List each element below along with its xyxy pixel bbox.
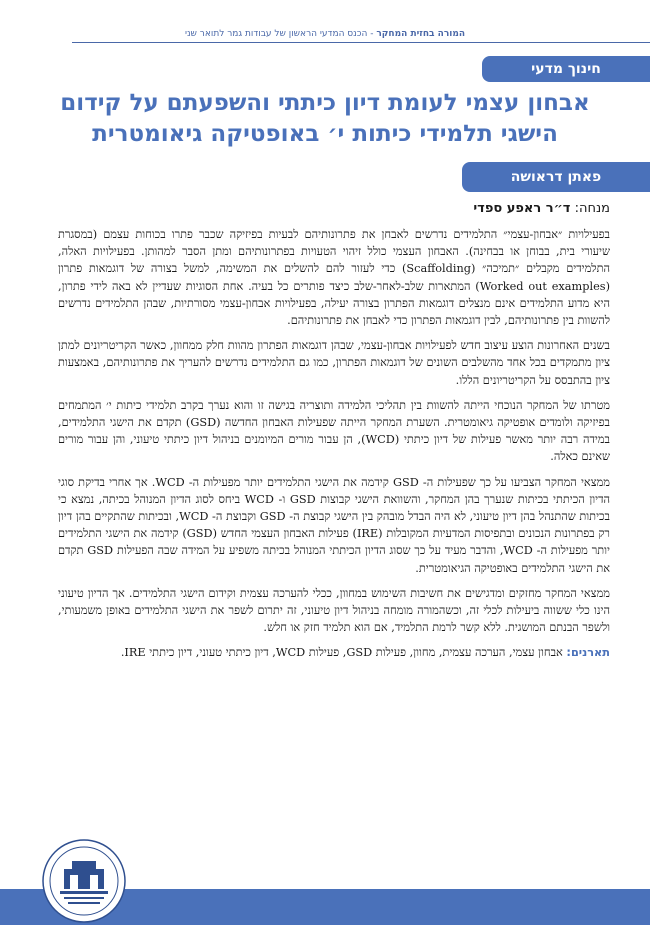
author-tab: פאתן דראושה — [462, 162, 650, 192]
advisor-name: ד״ר ראפע ספדי — [473, 201, 571, 216]
paragraph-5: ממצאי המחקר מחזקים ומדגישים את חשיבות השימוש במחוון, ככלי להערכה עצמית וקידום הישגי התלמידים. אך הדיון טיעוני הינו כלי ששווה ביעילות לכלי זה, וכשהמורה מומחה בניהול דיון טיעוני, זה יתרום לשפר את הישגי התלמידים באופן משמעותי, ולשפר הבנתם המושגית. ללא קשר לרמת התלמיד, אם הוא תלמיד חזק או חלש. — [58, 586, 610, 635]
keywords-label: תארנים: — [566, 646, 610, 660]
category-tab: חינוך מדעי — [482, 56, 650, 82]
title-line-1: אבחון עצמי לעומת דיון כיתתי והשפעתם על קידום — [60, 90, 590, 116]
header-rule — [72, 42, 650, 43]
paragraph-4: ממצאי המחקר הצביעו על כך שפעילות ה- GSD קידמה את הישגי התלמידים יותר מפעילות ה- WCD. אך אחרי בדיקת סוגי הדיון הכיתתי בכיתות שנערך בהן המחקר, והשוואת הישגי קבוצות GSD ו- WCD ביחס לסוג הדיון המנוהל בכיתה, נמצא כי בכיתות שהתנהל בהן דיון טיעוני, לא היה הבדל מובהק בין הישגי קבוצת ה- GSD וקבוצת ה- WCD, ובכיתות שהתקיים בהן דיון רק בפתרונות הנכונים ובתפיסות המדעיות המקובלות (IRE) פעילות האבחון העצמי החדש (GSD) קידמה את הישגי התלמידים יותר מפעילות ה- WCD, והדבר מעיד על כך שסוג הדיון הכיתתי המנוהל בכיתה משפיע על המידה שבה הפעילות GSD תקדם את הישגי התלמידים באופטיקה הגיאומטרית. — [58, 475, 611, 575]
conference-name: הכנס המדעי הראשון של עבודות גמר לתואר שני — [184, 29, 368, 39]
keywords — [58, 644, 610, 661]
advisor-label: מנחה: — [574, 201, 610, 216]
paragraph-1: בפעילויות ״אבחון-עצמי״ התלמידים נדרשים לאבחן את פתרונותיהם לבעיות בפיזיקה שכבר פתרו בכוחות עצמם (במסגרת שיעורי בית, בבוחן או בבחינה). האבחון העצמי כולל זיהוי הטעויות בפתרונותיהם ומתן הסבר למהותן. בפעילויות האלה, התלמידים מקבלים ״תמיכה״ (Scaffolding) כדי לעזור להם להשלים את המשימה, למשל בצורה של דוגמאות פתרון (Worked out examples) המתארות שלב-לאחר-שלב כיצד פותרים כל בעיה. אחת הסוגיות שעדיין לא באה לידי פתרון, היא מדוע התלמידים אינם מנצלים דוגמאות הפתרון בצורה יעילה, בפעילויות אבחון-עצמי מסורתיות, שבהן התלמידים נדרשים להשוות בין פתרונותיהם, לבין דוגמאות הפתרון כדי לאבחן את פתרונותיהם. — [58, 228, 610, 328]
header-separator: - — [370, 29, 374, 39]
advisor-line — [58, 201, 610, 216]
paragraph-2: בשנים האחרונות הוצע עיצוב חדש לפעילויות אבחון-עצמי, שבהן דוגמאות הפתרון מהוות חלק ממחוון, כאשר הקריטריונים למתן ציון מתמקדים בכל אחד מהשלבים השונים של דוגמאות הפתרון, כמו גם התלמידים נדרשים להעריך את פתרונותיהם, באמצעות ציון בהתבסס על הקריטריונים הללו. — [58, 339, 610, 387]
abstract-body — [58, 226, 610, 670]
paragraph-3: מטרתו של המחקר הנוכחי הייתה להשוות בין תהליכי הלמידה ותוצריה בגישה זו והוא נערך בקרב תלמידי כיתות י׳ המתמחים בפיזיקה ולומדים אופטיקה גיאומטרית. השערת המחקר הייתה שפעילות האבחון החדשה (GSD) תקדם את הישגי התלמידים, במידה רבה יותר מאשר פעילות של דיון כיתתי (WCD), הן עבור מורים המיומנים בניהול דיון כיתתי טיעוני, והן עבור מורים שאינם כאלה. — [58, 398, 610, 464]
keywords-text: אבחון עצמי, הערכה עצמית, מחוון, פעילות GSD, פעילות WCD, דיון כיתתי טעוני, דיון כיתתי IRE. — [120, 646, 563, 660]
journal-name: המורה בחזית המחקר — [376, 29, 466, 39]
college-seal-logo — [42, 839, 126, 923]
article-title — [30, 88, 620, 150]
running-header — [0, 29, 650, 39]
title-line-2: הישגי תלמידי כיתות י׳ באופטיקה גיאומטרית — [92, 121, 558, 147]
